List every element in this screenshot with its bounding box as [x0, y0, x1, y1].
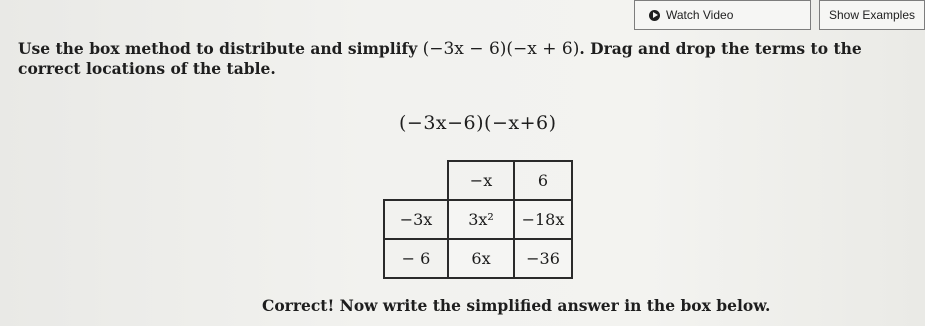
column-header: −x	[448, 161, 514, 200]
play-icon	[649, 10, 660, 21]
show-examples-button[interactable]	[819, 0, 925, 30]
drop-cell[interactable]: −36	[514, 239, 572, 278]
drop-cell[interactable]: 3x²	[448, 200, 514, 239]
row-header: −3x	[384, 200, 448, 239]
table-corner-cell	[384, 161, 448, 200]
table-row	[384, 239, 572, 278]
instruction-text-start: Use the box method to distribute and simplify	[18, 39, 423, 58]
drop-cell[interactable]: −18x	[514, 200, 572, 239]
table-row	[384, 200, 572, 239]
row-header: − 6	[384, 239, 448, 278]
instruction-text-end: . Drag and drop the terms to the correct locations of the table.	[18, 39, 862, 78]
table-header-row	[384, 161, 572, 200]
show-examples-label: Show Examples	[828, 8, 916, 22]
drop-cell[interactable]: 6x	[448, 239, 514, 278]
problem-instructions	[18, 39, 916, 78]
watch-video-button[interactable]	[634, 0, 811, 30]
instruction-expression: (−3x − 6)(−x + 6)	[422, 39, 580, 59]
watch-video-label: Watch Video	[666, 8, 734, 22]
problem-expression: (−3x−6)(−x+6)	[399, 112, 557, 134]
column-header: 6	[514, 161, 572, 200]
box-method-table	[383, 160, 573, 279]
help-toolbar	[634, 0, 925, 30]
feedback-message: Correct! Now write the simplified answer in the box below.	[262, 296, 771, 315]
